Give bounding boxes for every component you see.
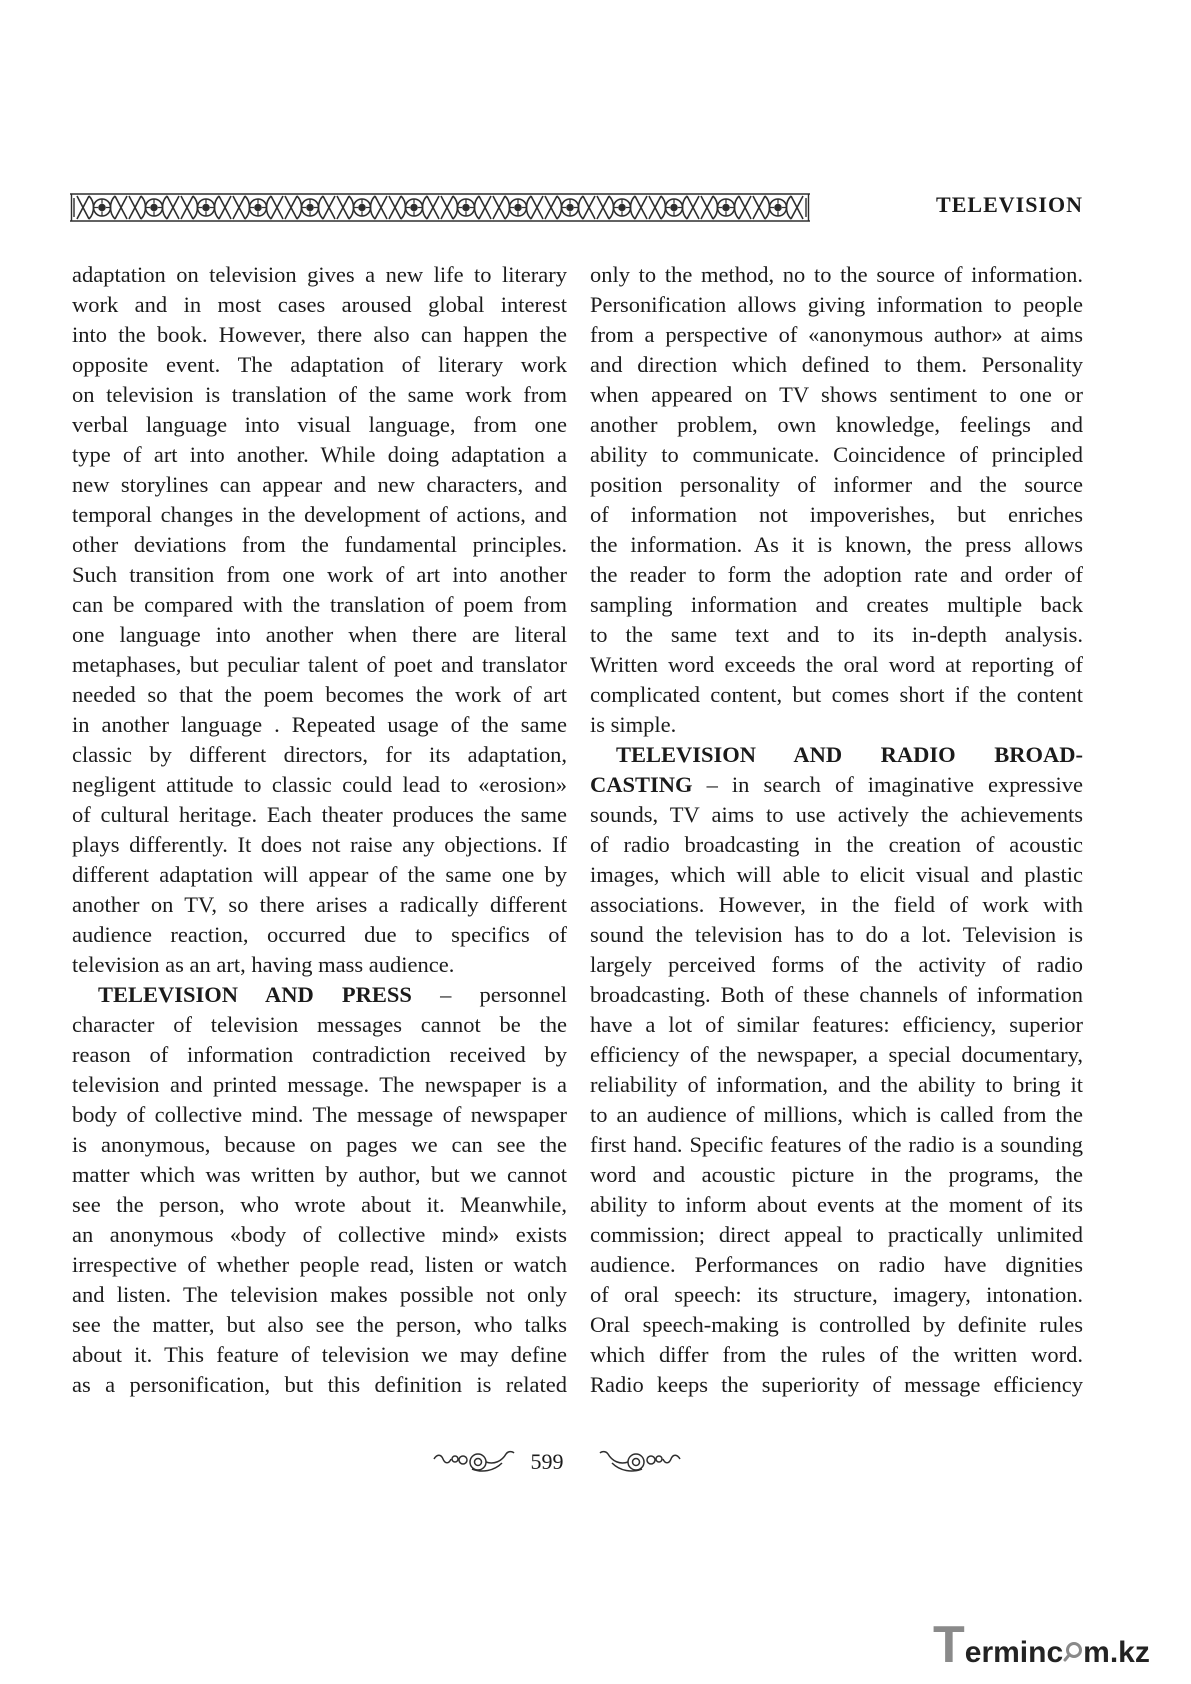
- band-motif: [129, 196, 179, 219]
- line-content: Radio keeps the superiority of message efficiency: [590, 1372, 1083, 1397]
- text-line: [72, 500, 567, 530]
- line-content: sampling information and creates multiple back: [590, 592, 1083, 617]
- header-ornament-band: [70, 192, 810, 223]
- band-motif: [753, 196, 803, 219]
- line-content: the information. As it is known, the press allows: [590, 532, 1083, 557]
- text-line: [590, 1130, 1083, 1160]
- line-content: sound the television has to do a lot. Television is: [590, 922, 1083, 947]
- line-content: temporal changes in the development of actions, and: [72, 502, 567, 527]
- text-line: [72, 800, 567, 830]
- text-line: [590, 500, 1083, 530]
- magnifier-icon: [1063, 1641, 1083, 1662]
- line-content: negligent attitude to classic could lead to «erosion»: [72, 772, 567, 797]
- line-content: the reader to form the adoption rate and order of: [590, 562, 1083, 587]
- continued-paragraph: [72, 260, 567, 980]
- line-content: other deviations from the fundamental principles.: [72, 532, 567, 557]
- line-content: to the same text and to its in-depth analysis.: [590, 622, 1083, 647]
- band-motif: [649, 196, 699, 219]
- text-line: [72, 650, 567, 680]
- line-content: largely perceived forms of the activity of radio: [590, 952, 1083, 977]
- band-motif: [233, 196, 283, 219]
- text-line: [72, 740, 567, 770]
- line-content: from a perspective of «anonymous author» at aims: [590, 322, 1083, 347]
- text-line: [590, 1280, 1083, 1310]
- text-line: [72, 830, 567, 860]
- line-content: is anonymous, because on pages we can see the: [72, 1132, 567, 1157]
- text-line: [72, 470, 567, 500]
- line-content: images, which will able to elicit visual and plastic: [590, 862, 1083, 887]
- text-line: [590, 1250, 1083, 1280]
- line-content: audience reaction, occurred due to specifics of: [72, 922, 567, 947]
- text-line: [72, 980, 567, 1010]
- text-line: [590, 590, 1083, 620]
- logo-text-end: m.kz: [1083, 1636, 1150, 1669]
- line-content: efficiency of the newspaper, a special documentary,: [590, 1042, 1083, 1067]
- line-content: can be compared with the translation of poem from: [72, 592, 567, 617]
- text-line: [590, 890, 1083, 920]
- entry-term: TELEVISION AND PRESS: [98, 982, 412, 1007]
- line-content: in another language . Repeated usage of the same: [72, 712, 567, 737]
- line-content: is simple.: [590, 712, 677, 737]
- line-content: television and printed message. The newspaper is a: [72, 1072, 567, 1097]
- text-line: [590, 560, 1083, 590]
- entry-text: – in search of imaginative expressive: [692, 772, 1083, 797]
- band-motif: [493, 196, 543, 219]
- text-line: [590, 1370, 1083, 1400]
- text-line: [72, 1310, 567, 1340]
- text-line: [590, 1310, 1083, 1340]
- line-content: classic by different directors, for its adaptation,: [72, 742, 567, 767]
- text-line: [590, 350, 1083, 380]
- line-content: reliability of information, and the ability to bring it: [590, 1072, 1083, 1097]
- entry-term: CASTING: [590, 772, 693, 797]
- line-content: have a lot of similar features: efficiency, superior: [590, 1012, 1083, 1037]
- line-content: broadcasting. Both of these channels of information: [590, 982, 1083, 1007]
- text-line: [72, 410, 567, 440]
- text-line: [590, 620, 1083, 650]
- text-line: [590, 1100, 1083, 1130]
- line-content: one language into another when there are literal: [72, 622, 567, 647]
- band-right-cap: [806, 194, 809, 221]
- band-motif: [285, 196, 335, 219]
- line-content: sounds, TV aims to use actively the achievements: [590, 802, 1083, 827]
- left-text-column: [72, 260, 567, 1400]
- line-content: character of television messages cannot be the: [72, 1012, 567, 1037]
- text-line: [590, 290, 1083, 320]
- band-motif: [389, 196, 439, 219]
- logo-initial: T: [933, 1616, 965, 1674]
- line-content: when appeared on TV shows sentiment to one or: [590, 382, 1083, 407]
- line-content: matter which was written by author, but we cannot: [72, 1162, 567, 1187]
- line-content: into the book. However, there also can happen the: [72, 322, 567, 347]
- line-content: as a personification, but this definition is related: [72, 1372, 567, 1397]
- line-content: Such transition from one work of art into another: [72, 562, 567, 587]
- text-line: [72, 320, 567, 350]
- text-line: [590, 530, 1083, 560]
- text-line: [72, 620, 567, 650]
- text-line: [72, 1040, 567, 1070]
- text-line: [590, 740, 1083, 770]
- text-line: [590, 260, 1083, 290]
- line-content: on television is translation of the same work from: [72, 382, 567, 407]
- line-content: word and acoustic picture in the programs, the: [590, 1162, 1083, 1187]
- right-text-column: [590, 260, 1083, 1400]
- line-content: of information not impoverishes, but enriches: [590, 502, 1083, 527]
- line-content: commission; direct appeal to practically unlimited: [590, 1222, 1083, 1247]
- band-motif: [597, 196, 647, 219]
- band-motif: [545, 196, 595, 219]
- text-line: [590, 800, 1083, 830]
- scroll-flourish-right-icon: [598, 1449, 682, 1475]
- line-content: [98, 982, 567, 1007]
- text-line: [590, 440, 1083, 470]
- text-line: [72, 890, 567, 920]
- text-line: [72, 710, 567, 740]
- line-content: only to the method, no to the source of information.: [590, 262, 1083, 287]
- text-line: [72, 1070, 567, 1100]
- line-content: body of collective mind. The message of newspaper: [72, 1102, 567, 1127]
- text-line: [72, 560, 567, 590]
- line-content: opposite event. The adaptation of literary work: [72, 352, 567, 377]
- line-content: new storylines can appear and new characters, and: [72, 472, 567, 497]
- line-content: about it. This feature of television we may define: [72, 1342, 567, 1367]
- text-line: [590, 410, 1083, 440]
- page-number: 599: [530, 1449, 564, 1474]
- text-line: [72, 260, 567, 290]
- line-content: of cultural heritage. Each theater produces the same: [72, 802, 567, 827]
- text-line: [590, 1190, 1083, 1220]
- line-content: plays differently. It does not raise any objections. If: [72, 832, 567, 857]
- text-line: [590, 770, 1083, 800]
- text-line: [72, 1010, 567, 1040]
- line-content: to an audience of millions, which is called from the: [590, 1102, 1083, 1127]
- text-line: [72, 680, 567, 710]
- band-motif: [701, 196, 751, 219]
- text-line: [72, 1340, 567, 1370]
- text-line: [590, 980, 1083, 1010]
- text-line: [72, 1370, 567, 1400]
- line-content: [590, 772, 1083, 797]
- text-line: [72, 590, 567, 620]
- text-line: [72, 1100, 567, 1130]
- text-line: [72, 1250, 567, 1280]
- line-content: associations. However, in the field of work with: [590, 892, 1083, 917]
- text-line: [590, 680, 1083, 710]
- text-line: [590, 470, 1083, 500]
- line-content: and listen. The television makes possible not only: [72, 1282, 567, 1307]
- text-line: [590, 830, 1083, 860]
- line-content: of radio broadcasting in the creation of acoustic: [590, 832, 1083, 857]
- line-content: ability to inform about events at the moment of its: [590, 1192, 1083, 1217]
- band-motif: [441, 196, 491, 219]
- text-line: [590, 320, 1083, 350]
- band-motif: [77, 196, 127, 219]
- line-content: type of art into another. While doing adaptation a: [72, 442, 567, 467]
- band-motif: [337, 196, 387, 219]
- text-line: [590, 1160, 1083, 1190]
- text-line: [72, 1160, 567, 1190]
- band-left-cap: [72, 194, 75, 221]
- line-content: irrespective of whether people read, listen or watch: [72, 1252, 567, 1277]
- text-line: [590, 380, 1083, 410]
- line-content: another problem, own knowledge, feelings and: [590, 412, 1083, 437]
- line-content: which differ from the rules of the written word.: [590, 1342, 1083, 1367]
- band-motif: [181, 196, 231, 219]
- text-line: [72, 290, 567, 320]
- termincom-logo: [933, 1616, 1150, 1674]
- entry-text: – personnel: [411, 982, 567, 1007]
- text-line: [590, 1220, 1083, 1250]
- line-content: see the matter, but also see the person, who talks: [72, 1312, 567, 1337]
- logo-text-start: erminc: [964, 1636, 1064, 1669]
- line-content: needed so that the poem becomes the work of art: [72, 682, 567, 707]
- line-content: work and in most cases aroused global interest: [72, 292, 567, 317]
- line-content: [616, 742, 1083, 767]
- text-line: [590, 710, 1083, 740]
- entry-paragraph: [72, 980, 567, 1400]
- text-line: [590, 1010, 1083, 1040]
- line-content: an anonymous «body of collective mind» exists: [72, 1222, 567, 1247]
- text-line: [72, 770, 567, 800]
- text-line: [72, 1220, 567, 1250]
- text-line: [72, 350, 567, 380]
- text-line: [590, 920, 1083, 950]
- text-line: [72, 1130, 567, 1160]
- text-line: [72, 380, 567, 410]
- text-line: [72, 920, 567, 950]
- entry-term: TELEVISION AND RADIO BROAD-: [616, 742, 1083, 767]
- line-content: adaptation on television gives a new life to literary: [72, 262, 567, 287]
- line-content: and direction which defined to them. Personality: [590, 352, 1083, 377]
- line-content: first hand. Specific features of the radio is a sounding: [590, 1132, 1083, 1157]
- text-line: [590, 1070, 1083, 1100]
- continued-paragraph: [590, 260, 1083, 740]
- line-content: Personification allows giving information to people: [590, 292, 1083, 317]
- line-content: different adaptation will appear of the same one by: [72, 862, 567, 887]
- band-motifs: [77, 196, 803, 219]
- text-line: [72, 1190, 567, 1220]
- line-content: see the person, who wrote about it. Meanwhile,: [72, 1192, 567, 1217]
- line-content: another on TV, so there arises a radically different: [72, 892, 567, 917]
- line-content: ability to communicate. Coincidence of principled: [590, 442, 1083, 467]
- text-line: [590, 650, 1083, 680]
- scroll-flourish-left-icon: [432, 1449, 516, 1475]
- line-content: verbal language into visual language, from one: [72, 412, 567, 437]
- text-line: [590, 1040, 1083, 1070]
- text-line: [590, 1340, 1083, 1370]
- line-content: complicated content, but comes short if the content: [590, 682, 1083, 707]
- text-line: [72, 860, 567, 890]
- line-content: metaphases, but peculiar talent of poet and translator: [72, 652, 567, 677]
- line-content: audience. Performances on radio have dignities: [590, 1252, 1083, 1277]
- entry-paragraph: [590, 740, 1083, 1400]
- text-line: [72, 530, 567, 560]
- line-content: television as an art, having mass audience.: [72, 952, 455, 977]
- running-title: TELEVISION: [936, 192, 1083, 217]
- text-line: [590, 860, 1083, 890]
- text-line: [590, 950, 1083, 980]
- line-content: of oral speech: its structure, imagery, intonation.: [590, 1282, 1083, 1307]
- line-content: reason of information contradiction received by: [72, 1042, 567, 1067]
- line-content: position personality of informer and the source: [590, 472, 1083, 497]
- text-line: [72, 950, 567, 980]
- line-content: Oral speech-making is controlled by definite rules: [590, 1312, 1083, 1337]
- text-line: [72, 440, 567, 470]
- line-content: Written word exceeds the oral word at reporting of: [590, 652, 1083, 677]
- text-line: [72, 1280, 567, 1310]
